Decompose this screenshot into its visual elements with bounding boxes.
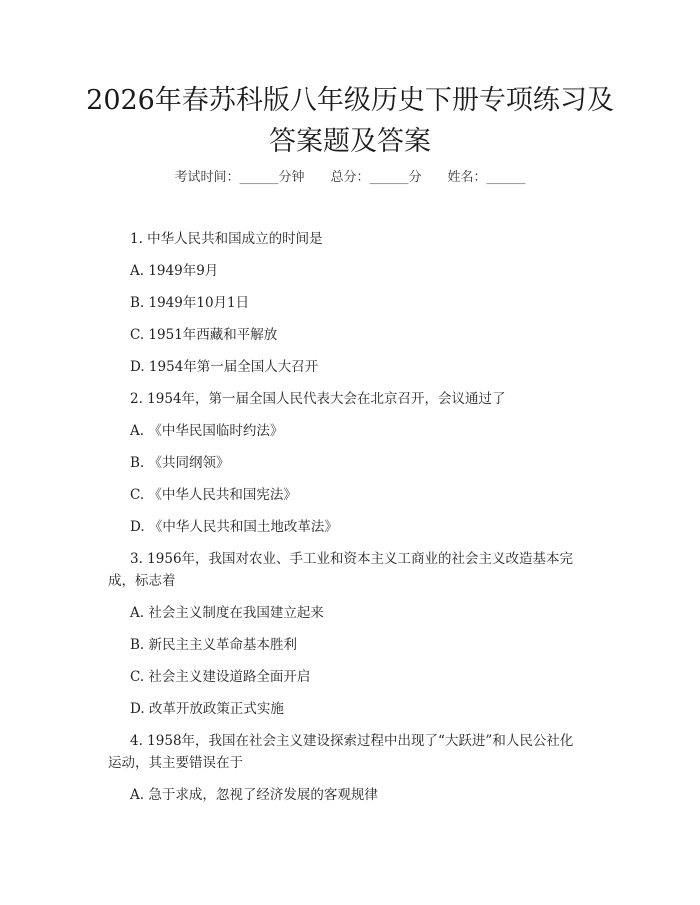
- question-1-option-d: D. 1954年第一届全国人大召开: [130, 359, 319, 375]
- title-line-1: 2026年春苏科版八年级历史下册专项练习及: [86, 85, 614, 116]
- question-3-option-b: B. 新民主主义革命基本胜利: [130, 637, 298, 653]
- question-2-option-c: C. 《中华人民共和国宪法》: [130, 487, 297, 503]
- question-4-stem-continued: 运动，其主要错误在于: [108, 755, 243, 771]
- exam-time-label: 考试时间：______分钟: [174, 170, 305, 185]
- question-2-option-d: D. 《中华人民共和国土地改革法》: [130, 519, 338, 535]
- question-1-option-c: C. 1951年西藏和平解放: [130, 327, 278, 343]
- question-3-option-a: A. 社会主义制度在我国建立起来: [130, 605, 324, 621]
- name-label: 姓名：______: [447, 170, 526, 185]
- question-3-option-d: D. 改革开放政策正式实施: [130, 701, 284, 717]
- title-line-2: 答案题及答案: [269, 126, 431, 157]
- question-4-option-a: A. 急于求成，忽视了经济发展的客观规律: [130, 787, 378, 803]
- question-3-option-c: C. 社会主义建设道路全面开启: [130, 669, 311, 685]
- exam-info: [0, 168, 700, 188]
- question-1-option-a: A. 1949年9月: [130, 263, 219, 279]
- document-title: [70, 80, 630, 162]
- question-2-option-b: B. 《共同纲领》: [130, 455, 230, 471]
- question-4-stem: 4. 1958年，我国在社会主义建设探索过程中出现了“大跃进”和人民公社化: [130, 733, 574, 749]
- question-3-stem-continued: 成，标志着: [108, 573, 176, 589]
- question-1-option-b: B. 1949年10月1日: [130, 295, 250, 311]
- question-2-option-a: A. 《中华民国临时约法》: [130, 423, 284, 439]
- question-2-stem: 2. 1954年，第一届全国人民代表大会在北京召开，会议通过了: [130, 391, 506, 407]
- question-1-stem: 1. 中华人民共和国成立的时间是: [130, 231, 323, 247]
- total-score-label: 总分：______分: [330, 170, 422, 185]
- question-3-stem: 3. 1956年，我国对农业、手工业和资本主义工商业的社会主义改造基本完: [130, 551, 574, 567]
